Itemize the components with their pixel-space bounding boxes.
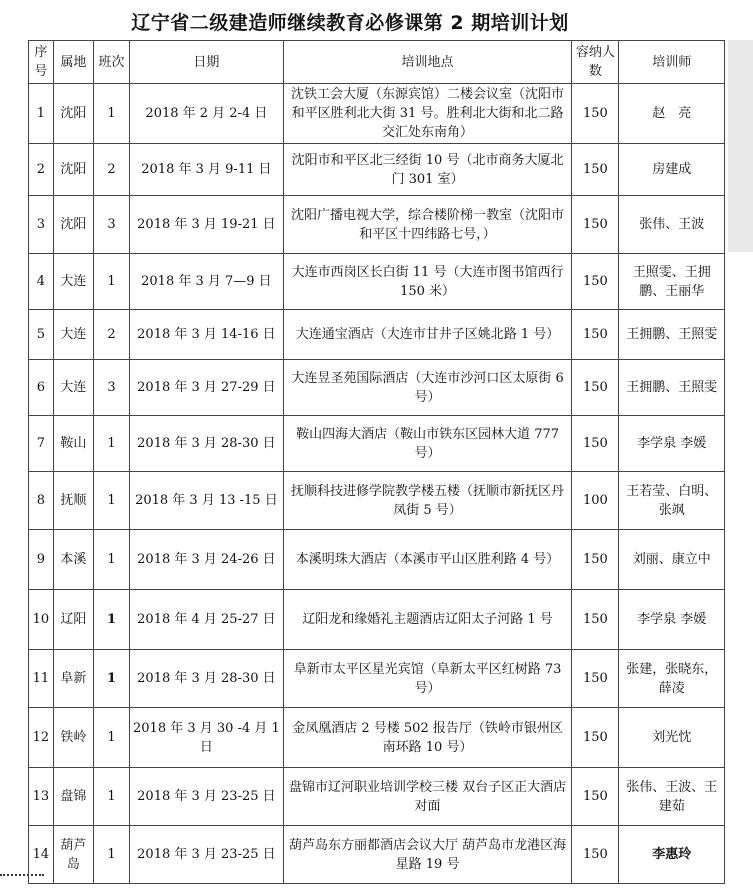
cell-date: 2018 年 3 月 7—9 日 [130,254,284,310]
cell-date: 2018 年 3 月 23-25 日 [130,826,284,884]
cell-class: 1 [94,84,130,144]
cell-city: 沈阳 [53,144,93,196]
header-location: 培训地点 [283,41,572,84]
cell-location: 阜新市太平区星光宾馆（阜新太平区红树路 73 号） [283,650,572,708]
cell-capacity: 150 [572,310,619,360]
cell-location: 鞍山四海大酒店（鞍山市铁东区园林大道 777 号） [283,416,572,472]
cell-class: 1 [94,472,130,530]
cell-class: 3 [94,196,130,254]
table-row [29,650,725,708]
table-row [29,196,725,254]
cell-class: 1 [94,826,130,884]
training-plan-table [28,40,725,884]
cell-trainer: 李学泉 李媛 [619,590,725,650]
cell-no: 1 [29,84,54,144]
cell-date: 2018 年 3 月 9-11 日 [130,144,284,196]
cell-capacity: 150 [572,84,619,144]
cell-capacity: 150 [572,416,619,472]
cell-capacity: 100 [572,472,619,530]
cell-no: 8 [29,472,54,530]
cell-capacity: 150 [572,254,619,310]
cell-date: 2018 年 3 月 28-30 日 [130,416,284,472]
header-date: 日期 [130,41,284,84]
cell-trainer: 张建，张晓东，薛凌 [619,650,725,708]
cell-city: 沈阳 [53,84,93,144]
document-title: 辽宁省二级建造师继续教育必修课第 2 期培训计划 [131,12,569,34]
cell-location: 沈阳广播电视大学，综合楼阶梯一教室（沈阳市和平区十四纬路七号，） [283,196,572,254]
cell-trainer: 张伟、王波、王建茹 [619,768,725,826]
cell-trainer: 李学泉 李媛 [619,416,725,472]
cell-city: 大连 [53,310,93,360]
cell-date: 2018 年 3 月 23-25 日 [130,768,284,826]
cell-no: 14 [29,826,54,884]
header-trainer: 培训师 [619,41,725,84]
cell-no: 9 [29,530,54,590]
header-no: 序号 [29,41,54,84]
cell-city: 阜新 [53,650,93,708]
cell-trainer: 王拥鹏、王照雯 [619,360,725,416]
cell-class: 1 [94,254,130,310]
table-row [29,708,725,768]
cell-no: 10 [29,590,54,650]
table-row [29,826,725,884]
header-city: 属地 [53,41,93,84]
table-row [29,360,725,416]
cell-no: 2 [29,144,54,196]
cell-date: 2018 年 3 月 30 -4 月 1 日 [130,708,284,768]
cell-class: 2 [94,144,130,196]
cell-capacity: 150 [572,826,619,884]
scroll-shadow [728,40,753,252]
cell-trainer: 王照雯、王拥鹏、王丽华 [619,254,725,310]
cell-city: 大连 [53,360,93,416]
cell-date: 2018 年 2 月 2-4 日 [130,84,284,144]
cell-capacity: 150 [572,708,619,768]
cell-date: 2018 年 3 月 28-30 日 [130,650,284,708]
cell-no: 3 [29,196,54,254]
cell-trainer: 李惠玲 [619,826,725,884]
table-row [29,254,725,310]
cell-trainer: 王若莹、白明、张飒 [619,472,725,530]
cell-class: 1 [94,708,130,768]
cell-class: 1 [94,768,130,826]
header-class: 班次 [94,41,130,84]
cell-trainer: 刘丽、康立中 [619,530,725,590]
cell-location: 本溪明珠大酒店（本溪市平山区胜利路 4 号） [283,530,572,590]
cell-capacity: 150 [572,144,619,196]
table-header-row [29,41,725,84]
table-row [29,310,725,360]
cell-location: 大连通宝酒店（大连市甘井子区姚北路 1 号） [283,310,572,360]
cell-location: 葫芦岛东方丽都酒店会议大厅 葫芦岛市龙港区海星路 19 号 [283,826,572,884]
table-row [29,144,725,196]
cell-capacity: 150 [572,360,619,416]
cell-city: 辽阳 [53,590,93,650]
cell-location: 沈阳市和平区北三经街 10 号（北市商务大厦北门 301 室） [283,144,572,196]
cell-location: 大连市西岗区长白街 11 号（大连市图书馆西行 150 米） [283,254,572,310]
cell-class: 1 [94,590,130,650]
cell-no: 7 [29,416,54,472]
cell-location: 沈铁工会大厦（东源宾馆）二楼会议室（沈阳市和平区胜利北大街 31 号。胜利北大街和北二路交汇处东南角） [283,84,572,144]
cell-city: 抚顺 [53,472,93,530]
cell-trainer: 张伟、王波 [619,196,725,254]
cell-location: 抚顺科技进修学院教学楼五楼（抚顺市新抚区丹凤街 5 号） [283,472,572,530]
cell-capacity: 150 [572,196,619,254]
cell-class: 1 [94,650,130,708]
cell-location: 金凤凰酒店 2 号楼 502 报告厅（铁岭市银州区南环路 10 号） [283,708,572,768]
table-row [29,530,725,590]
cell-city: 盘锦 [53,768,93,826]
header-capacity: 容纳人数 [572,41,619,84]
cell-city: 葫芦岛 [53,826,93,884]
cell-date: 2018 年 3 月 19-21 日 [130,196,284,254]
table-row [29,84,725,144]
cell-location: 大连昱圣苑国际酒店（大连市沙河口区太原街 6 号） [283,360,572,416]
table-row [29,416,725,472]
table-row [29,472,725,530]
cell-no: 12 [29,708,54,768]
cell-no: 11 [29,650,54,708]
cell-trainer: 赵 亮 [619,84,725,144]
cell-trainer: 刘光忱 [619,708,725,768]
cell-class: 1 [94,530,130,590]
cell-trainer: 房建成 [619,144,725,196]
cell-capacity: 150 [572,768,619,826]
cell-capacity: 150 [572,590,619,650]
cell-date: 2018 年 4 月 25-27 日 [130,590,284,650]
cell-no: 6 [29,360,54,416]
cell-city: 鞍山 [53,416,93,472]
cell-city: 沈阳 [53,196,93,254]
cell-date: 2018 年 3 月 14-16 日 [130,310,284,360]
cell-date: 2018 年 3 月 13 -15 日 [130,472,284,530]
cell-class: 1 [94,416,130,472]
cell-city: 大连 [53,254,93,310]
cell-class: 3 [94,360,130,416]
cell-location: 盘锦市辽河职业培训学校三楼 双台子区正大酒店对面 [283,768,572,826]
cell-capacity: 150 [572,650,619,708]
cell-no: 13 [29,768,54,826]
cell-location: 辽阳龙和缘婚礼主题酒店辽阳太子河路 1 号 [283,590,572,650]
cell-class: 2 [94,310,130,360]
cell-date: 2018 年 3 月 27-29 日 [130,360,284,416]
table-row [29,768,725,826]
cell-capacity: 150 [572,530,619,590]
cell-city: 铁岭 [53,708,93,768]
cell-no: 4 [29,254,54,310]
cell-date: 2018 年 3 月 24-26 日 [130,530,284,590]
cell-no: 5 [29,310,54,360]
cell-trainer: 王拥鹏、王照雯 [619,310,725,360]
cell-city: 本溪 [53,530,93,590]
table-row [29,590,725,650]
